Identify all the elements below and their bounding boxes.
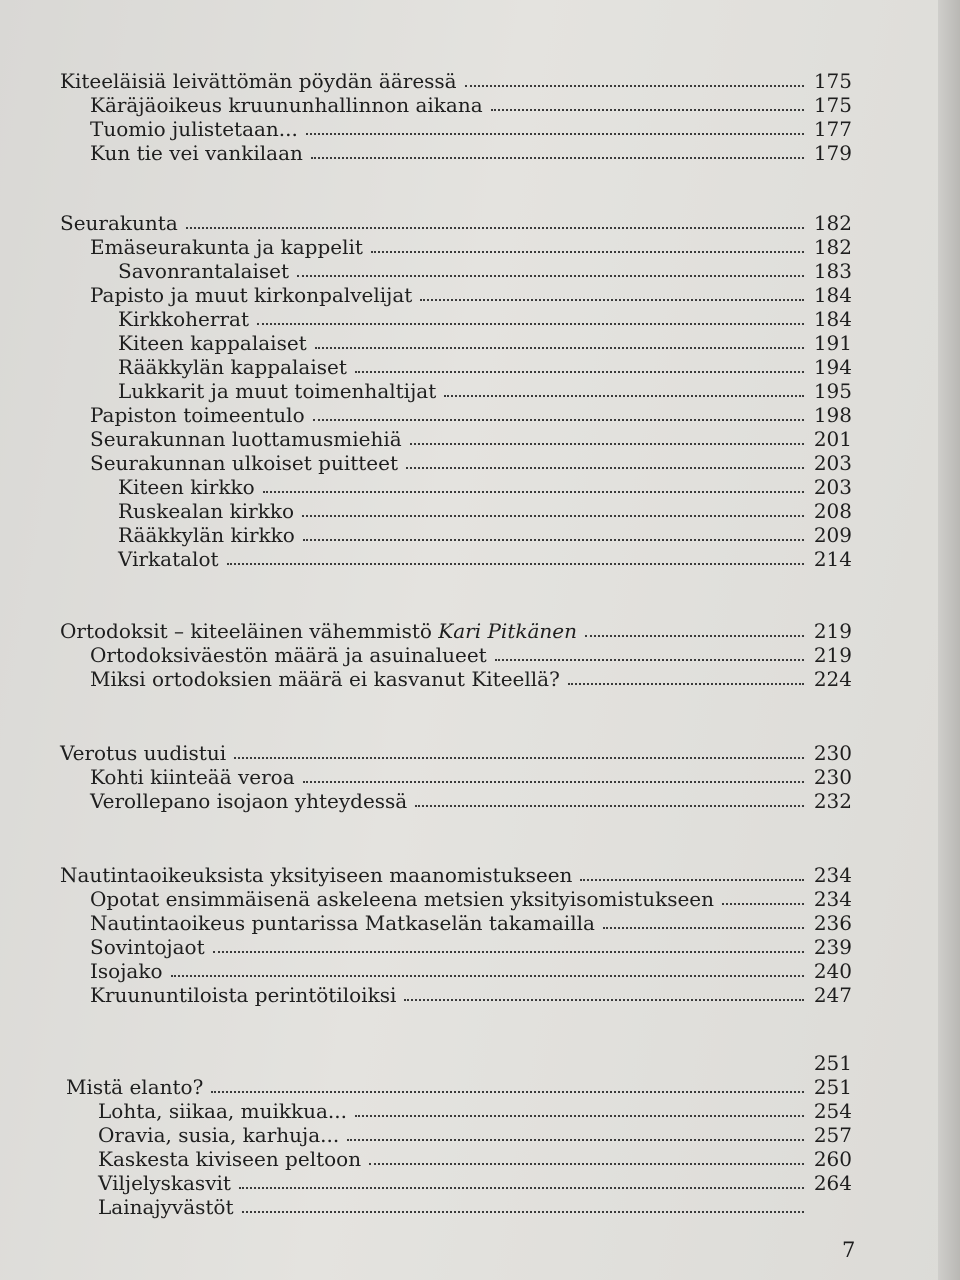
leader-dots: [347, 1139, 804, 1141]
leader-dots: [355, 1115, 804, 1117]
toc-entry-title: Verotus uudistui: [60, 741, 227, 765]
toc-entry-title: Miksi ortodoksien määrä ei kasvanut Kiteellä?: [90, 667, 560, 691]
toc-entry-title: Lukkarit ja muut toimenhaltijat: [118, 379, 437, 403]
leader-dots: [239, 1187, 804, 1189]
toc-entry-title: Isojako: [90, 959, 163, 983]
toc-entry-subsubsection: [118, 354, 852, 378]
leader-dots: [263, 491, 804, 493]
leader-dots: [722, 903, 804, 905]
toc-entry-subsection: [98, 1146, 852, 1170]
leader-dots: [603, 927, 804, 929]
leader-dots: [313, 419, 804, 421]
toc-entry-title: Tuomio julistetaan...: [90, 117, 298, 141]
leader-dots: [415, 805, 804, 807]
toc-entry-subsubsection: [118, 258, 852, 282]
toc-entry-subsection: [98, 1122, 852, 1146]
toc-entry-page: 251: [813, 1075, 852, 1099]
toc-entry-title: Papiston toimeentulo: [90, 403, 305, 427]
leader-dots: [242, 1211, 804, 1213]
toc-entry-page: 198: [813, 403, 852, 427]
leader-dots: [355, 371, 804, 373]
leader-dots: [302, 515, 804, 517]
toc-entry-title: Viljelyskasvit: [98, 1171, 231, 1195]
leader-dots: [420, 299, 804, 301]
leader-dots: [311, 157, 804, 159]
toc-entry-title: Nautintaoikeuksista yksityiseen maanomistukseen: [60, 863, 573, 887]
leader-dots: [213, 951, 804, 953]
toc-entry-page: 194: [813, 355, 852, 379]
toc-entry-subsubsection: [118, 378, 852, 402]
toc-entry-chapter: [66, 1074, 852, 1098]
toc-entry-subsection: [90, 982, 852, 1006]
toc-entry-title: Ruskealan kirkko: [118, 499, 294, 523]
toc-entry-title: Emäseurakunta ja kappelit: [90, 235, 363, 259]
toc-entry-page: 177: [813, 117, 852, 141]
toc-entry-page: 230: [813, 741, 852, 765]
toc-entry-subsubsection: [118, 474, 852, 498]
toc-entry-title: Kirkkoherrat: [118, 307, 249, 331]
toc-entry-subsection: [90, 402, 852, 426]
toc-entry-subsection: [90, 934, 852, 958]
toc-entry-chapter: [60, 862, 852, 886]
toc-entry-title: Sovintojaot: [90, 935, 205, 959]
toc-entry-page: 191: [813, 331, 852, 355]
toc-entry-title: Nautintaoikeus puntarissa Matkaselän takamailla: [90, 911, 595, 935]
toc-entry-subsection: [90, 116, 852, 140]
leader-dots: [371, 251, 804, 253]
toc-entry-page: 184: [813, 307, 852, 331]
toc-entry-subsubsection: [118, 498, 852, 522]
toc-entry-page: 203: [813, 475, 852, 499]
toc-entry-title: Mistä elanto?: [66, 1075, 204, 1099]
toc-entry-title: Rääkkylän kirkko: [118, 523, 295, 547]
toc-entry-page: 234: [813, 863, 852, 887]
toc-entry-subsection: [90, 92, 852, 116]
toc-entry-title: Rääkkylän kappalaiset: [118, 355, 347, 379]
toc-entry-title: Kaskesta kiviseen peltoon: [98, 1147, 362, 1171]
toc-entry-page: 175: [813, 93, 852, 117]
leader-dots: [406, 467, 804, 469]
leader-dots: [465, 85, 804, 87]
toc-entry-title: Verollepano isojaon yhteydessä: [90, 789, 408, 813]
toc-entry-title: Opotat ensimmäisenä askeleena metsien yksityisomistukseen: [90, 887, 715, 911]
toc-entry-page: 209: [813, 523, 852, 547]
leader-dots: [211, 1091, 804, 1093]
toc-entry-page: 232: [813, 789, 852, 813]
toc-entry-page: 264: [813, 1171, 852, 1195]
leader-dots: [297, 275, 804, 277]
toc-entry-page: 182: [813, 235, 852, 259]
toc-entry-subsection: [90, 282, 852, 306]
toc-entry-subsection: [90, 642, 852, 666]
toc-entry-title: Lohta, siikaa, muikkua...: [98, 1099, 347, 1123]
leader-dots: [303, 781, 804, 783]
leader-dots: [444, 395, 804, 397]
toc-entry-subsubsection: [118, 330, 852, 354]
toc-entry-title: Virkatalot: [118, 547, 219, 571]
toc-entry-title: Ortodoksiväestön määrä ja asuinalueet: [90, 643, 487, 667]
toc-entry-page: 175: [813, 69, 852, 93]
toc-entry-page: 182: [813, 211, 852, 235]
toc-entry-page: 257: [813, 1123, 852, 1147]
toc-entry-page: 260: [813, 1147, 852, 1171]
leader-dots: [491, 109, 804, 111]
toc-entry-lead: [60, 1050, 852, 1074]
toc-entry-title: Savonrantalaiset: [118, 259, 290, 283]
toc-entry-page: 201: [813, 427, 852, 451]
leader-dots: [495, 659, 804, 661]
toc-entry-title: Seurakunnan luottamusmiehiä: [90, 427, 402, 451]
toc-entry-subsection: [90, 666, 852, 690]
toc-entry-title: Kiteen kirkko: [118, 475, 255, 499]
toc-entry-subsection: [98, 1098, 852, 1122]
toc-entry-title: Kiteen kappalaiset: [118, 331, 307, 355]
page-number: 7: [842, 1238, 856, 1262]
leader-dots: [306, 133, 804, 135]
toc-entry-page: 219: [813, 619, 852, 643]
toc-entry-page: 251: [813, 1051, 852, 1075]
toc-entry-page: 230: [813, 765, 852, 789]
leader-dots: [568, 683, 804, 685]
toc-entry-page: 239: [813, 935, 852, 959]
toc-entry-title: Käräjäoikeus kruununhallinnon aikana: [90, 93, 483, 117]
toc-entry-page: 195: [813, 379, 852, 403]
toc-entry-page: 179: [813, 141, 852, 165]
toc-entry-page: 208: [813, 499, 852, 523]
toc-entry-title: Ortodoksit – kiteeläinen vähemmistö Kari Pitkänen: [60, 619, 577, 643]
toc-entry-title: Papisto ja muut kirkonpalvelijat: [90, 283, 413, 307]
toc-entry-title: Kun tie vei vankilaan: [90, 141, 303, 165]
toc-entry-page: 254: [813, 1099, 852, 1123]
toc-entry-title: Seurakunta: [60, 211, 178, 235]
leader-dots: [585, 635, 804, 637]
toc-entry-subsection: [98, 1170, 852, 1194]
toc-entry-title: Lainajyvästöt: [98, 1195, 234, 1219]
toc-entry-title: Kohti kiinteää veroa: [90, 765, 295, 789]
toc-entry-page: 247: [813, 983, 852, 1007]
toc-entry-page: 184: [813, 283, 852, 307]
toc-entry-subsection: [90, 958, 852, 982]
toc-entry-page: 240: [813, 959, 852, 983]
leader-dots: [186, 227, 804, 229]
toc-entry-subsection: [90, 886, 852, 910]
toc-entry-title: Oravia, susia, karhuja...: [98, 1123, 340, 1147]
leader-dots: [227, 563, 804, 565]
toc-entry-chapter: [60, 618, 852, 642]
toc-entry-subsection: [90, 788, 852, 812]
toc-entry-subsubsection: [118, 306, 852, 330]
toc-entry-page: 234: [813, 887, 852, 911]
toc-entry-subsection: [90, 426, 852, 450]
toc-entry-page: 203: [813, 451, 852, 475]
toc-entry-subsection: [90, 140, 852, 164]
leader-dots: [303, 539, 804, 541]
toc-entry-subsection: [90, 764, 852, 788]
toc-entry-title: Kiteeläisiä leivättömän pöydän ääressä: [60, 69, 457, 93]
toc-entry-chapter: [60, 68, 852, 92]
toc-entry-chapter: [60, 210, 852, 234]
leader-dots: [404, 999, 804, 1001]
toc-entry-subsection: [90, 910, 852, 934]
leader-dots: [580, 879, 804, 881]
toc-entry-subsubsection: [118, 522, 852, 546]
toc-entry-page: 219: [813, 643, 852, 667]
toc-entry-subsection: [90, 450, 852, 474]
toc-entry-page: 224: [813, 667, 852, 691]
toc-entry-page: 214: [813, 547, 852, 571]
toc-entry-page: 236: [813, 911, 852, 935]
toc-entry-subsection: [98, 1194, 852, 1218]
leader-dots: [410, 443, 804, 445]
leader-dots: [171, 975, 805, 977]
leader-dots: [315, 347, 804, 349]
leader-dots: [369, 1163, 804, 1165]
toc-entry-title: Kruununtiloista perintötiloiksi: [90, 983, 397, 1007]
toc-entry-author: Kari Pitkänen: [438, 619, 577, 643]
toc-entry-page: 183: [813, 259, 852, 283]
leader-dots: [257, 323, 804, 325]
toc-entry-chapter: [60, 740, 852, 764]
leader-dots: [234, 757, 804, 759]
toc-entry-subsection: [90, 234, 852, 258]
toc-entry-subsubsection: [118, 546, 852, 570]
toc-entry-title: Seurakunnan ulkoiset puitteet: [90, 451, 399, 475]
